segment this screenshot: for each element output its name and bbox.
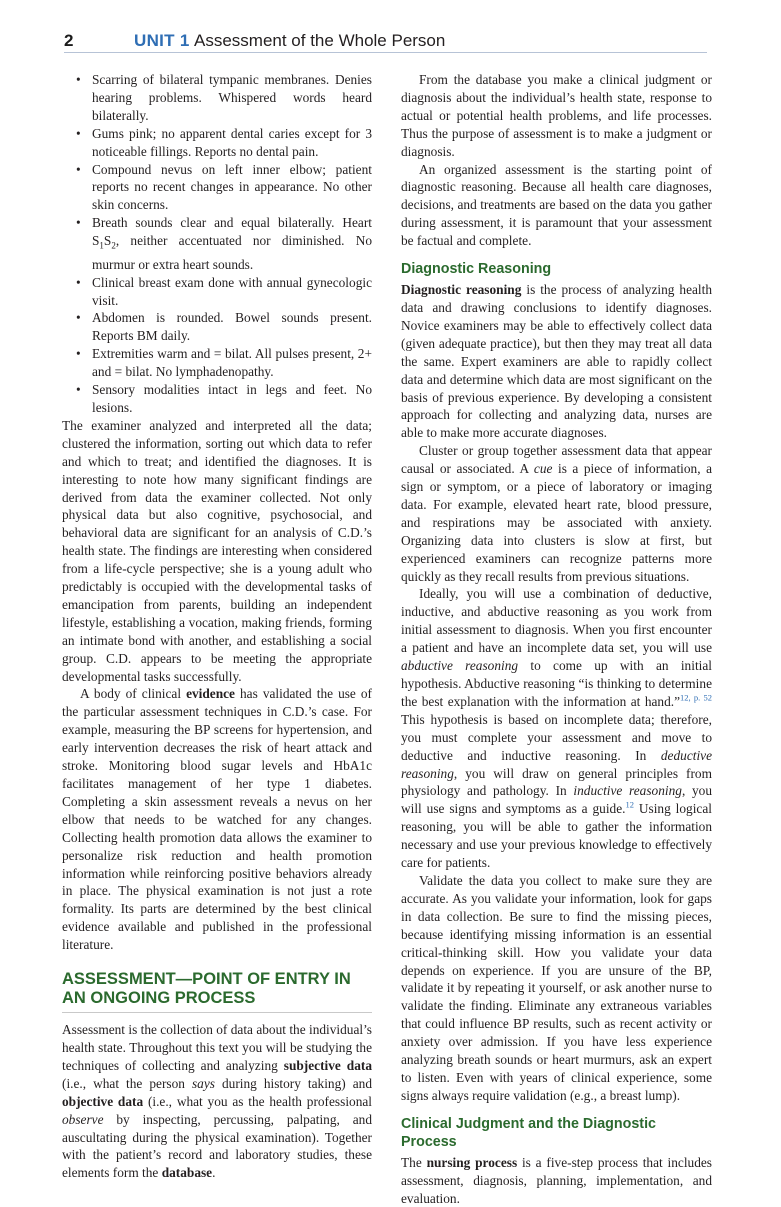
list-item: • Gums pink; no apparent dental caries except for 3 noticeable fillings. Reports no dental pain.: [76, 125, 372, 159]
clinical-judgment-heading: Clinical Judgment and the Diagnostic Process: [401, 1115, 656, 1150]
list-item: • Sensory modalities intact in legs and feet. No lesions.: [76, 382, 372, 415]
analysis-paragraph: The examiner analyzed and interpreted all the data; clustered the information, sorting out which data to refer and which to treat; and identified the diagnoses. It is interesting to note how many significant findings are derived from data the examiner collected. Not only physical data but also cognitive, psychosocial, and behavioral data are significant for an analysis of C.D.’s health state. The findings are interesting when considered from a life-cycle perspective; she is a young adult who predictably is occupied with the developmental tasks of emancipation from parents, building an independent lifestyle, establishing a vocation, making friends, forming an intimate bond with another, and establishing a social group. C.D. appears to be meeting the appropriate developmental tasks successfully.: [62, 417, 372, 684]
bullet-icon: •: [76, 382, 81, 398]
bullet-icon: •: [76, 125, 81, 141]
page-header: [64, 30, 707, 53]
list-item: • Compound nevus on left inner elbow; patient reports no recent changes in appearance. No other skin concerns.: [76, 161, 372, 213]
bullet-icon: •: [76, 310, 81, 326]
page-number: 2: [64, 31, 74, 50]
organized-assessment-paragraph: An organized assessment is the starting point of diagnostic reasoning. Because all health care diagnoses, decisions, and treatments are based on the data you gather during assessment, it is paramount that your assessment be factual and complete.: [401, 161, 712, 249]
bullet-icon: •: [76, 274, 81, 290]
cluster-paragraph: Cluster or group together assessment data that appear causal or associated. A cue is a piece of information, a sign or symptom, or a piece of laboratory or imaging data. For example, elevated heart rate, blood pressure, and respirations may be associated with anxiety. Organizing data into clusters is slow at first, but experienced examiners can recognize patterns more quickly as they recall results from previous situations.: [401, 443, 712, 584]
list-item: • Scarring of bilateral tympanic membranes. Denies hearing problems. Whispered words heard bilaterally.: [76, 72, 372, 123]
left-column: [62, 71, 372, 1182]
bullet-icon: •: [76, 215, 81, 231]
citation-ref[interactable]: 12, p. 52: [680, 692, 713, 703]
list-item: • Breath sounds clear and equal bilaterally. Heart $S_1S_2$, neither accentuated nor diminished. No murmur or extra heart sounds.: [76, 215, 372, 272]
nursing-process-paragraph: The nursing process is a five-step process that includes assessment, diagnosis, planning, implementation, and evaluation.: [401, 1154, 712, 1206]
right-column: [401, 71, 712, 1207]
reasoning-types-paragraph: Ideally, you will use a combination of deductive, inductive, and abductive reasoning as you work from initial assessment to diagnosis. When you first encounter a patient and have an incomplete data set, you will use abductive reasoning to come up with an initial hypothesis. Abductive reasoning “is thinking to determine the best explanation with the information at hand.”$^{12, p. 52}$ This hypothesis is based on incomplete data; therefore, you must complete your assessment and move to deductive and inductive reasoning. In deductive reasoning, you will draw on general principles from physiology and pathology. In inductive reasoning, you will use signs and symptoms as a guide.$^{12}$ Using logical reasoning, you will be able to gather the information necessary and use your previous knowledge to effectively care for patients.: [401, 586, 713, 871]
citation-ref[interactable]: 12: [625, 799, 634, 810]
evidence-paragraph: A body of clinical evidence has validated the use of the particular assessment techniques in C.D.’s case. For example, measuring the BP screens for hypertension, and early intervention decreases the risk of heart attack and stroke. Monitoring blood sugar levels and HbA1c facilitates management of her type 1 diabetes. Completing a skin assessment reveals a nevus on her elbow that needs to be watched for any changes. Collecting health promotion data allows the examiner to personalize risk reduction and health promotion information while reinforcing positive behaviors already in place. The physical examination is not just a rote formality. Its parts are determined by the best clinical evidence available and published in the professional literature.: [62, 686, 372, 953]
unit-label: UNIT 1: [134, 31, 190, 50]
list-item: • Abdomen is rounded. Bowel sounds present. Reports BM daily.: [76, 310, 372, 344]
bullet-icon: •: [76, 161, 81, 177]
database-paragraph: From the database you make a clinical judgment or diagnosis about the individual’s health state, response to actual or potential health problems, and life processes. Thus the purpose of assessment is to make a judgment or diagnosis.: [401, 72, 712, 159]
unit-title: Assessment of the Whole Person: [194, 31, 446, 50]
list-item: • Clinical breast exam done with annual gynecologic visit.: [76, 274, 372, 308]
bullet-icon: •: [76, 72, 81, 87]
list-item: • Extremities warm and = bilat. All pulses present, 2+ and = bilat. No lymphadenopathy.: [76, 346, 372, 380]
bullet-icon: •: [76, 346, 81, 362]
assessment-paragraph: Assessment is the collection of data about the individual’s health state. Throughout this text you will be studying the techniques of collecting and analyzing subjective data (i.e., what the person says during history taking) and objective data (i.e., what you as the health professional observe by inspecting, percussing, palpating, and auscultating during the physical examination). Together with the patient’s record and laboratory studies, these elements form the database.: [62, 1022, 372, 1181]
section-heading: ASSESSMENT—POINT OF ENTRY IN AN ONGOING PROCESS: [62, 970, 372, 1013]
diagnostic-reasoning-paragraph: Diagnostic reasoning is the process of analyzing health data and drawing conclusions to identify diagnoses. Novice examiners may be able to effectively collect data (given adequate practice), but then they may treat all data the same. Expert examiners are able to rapidly collect data and determine which data are most significant on the basis of previous experience. By developing a consistent approach for collecting and analyzing data, nurses are able to make more accurate diagnoses.: [401, 282, 713, 441]
diagnostic-reasoning-heading: Diagnostic Reasoning: [401, 261, 552, 278]
findings-list: [62, 71, 372, 417]
validate-paragraph: Validate the data you collect to make sure they are accurate. As you validate your information, look for gaps in data collection. Be sure to find the missing pieces, because identifying missing information is an essential critical-thinking skill. How you validate your data depends on experience. If you are unsure of the BP, validate it by repeating it yourself, or ask another nurse to validate the finding. Eliminate any extraneous variables that could influence BP results, such as recent activity or anxiety over admission. If you have less experience analyzing breath sounds or heart murmurs, ask an expert to listen. Even with years of clinical experience, some signs always require validation (e.g., a breast lump).: [401, 872, 712, 1103]
